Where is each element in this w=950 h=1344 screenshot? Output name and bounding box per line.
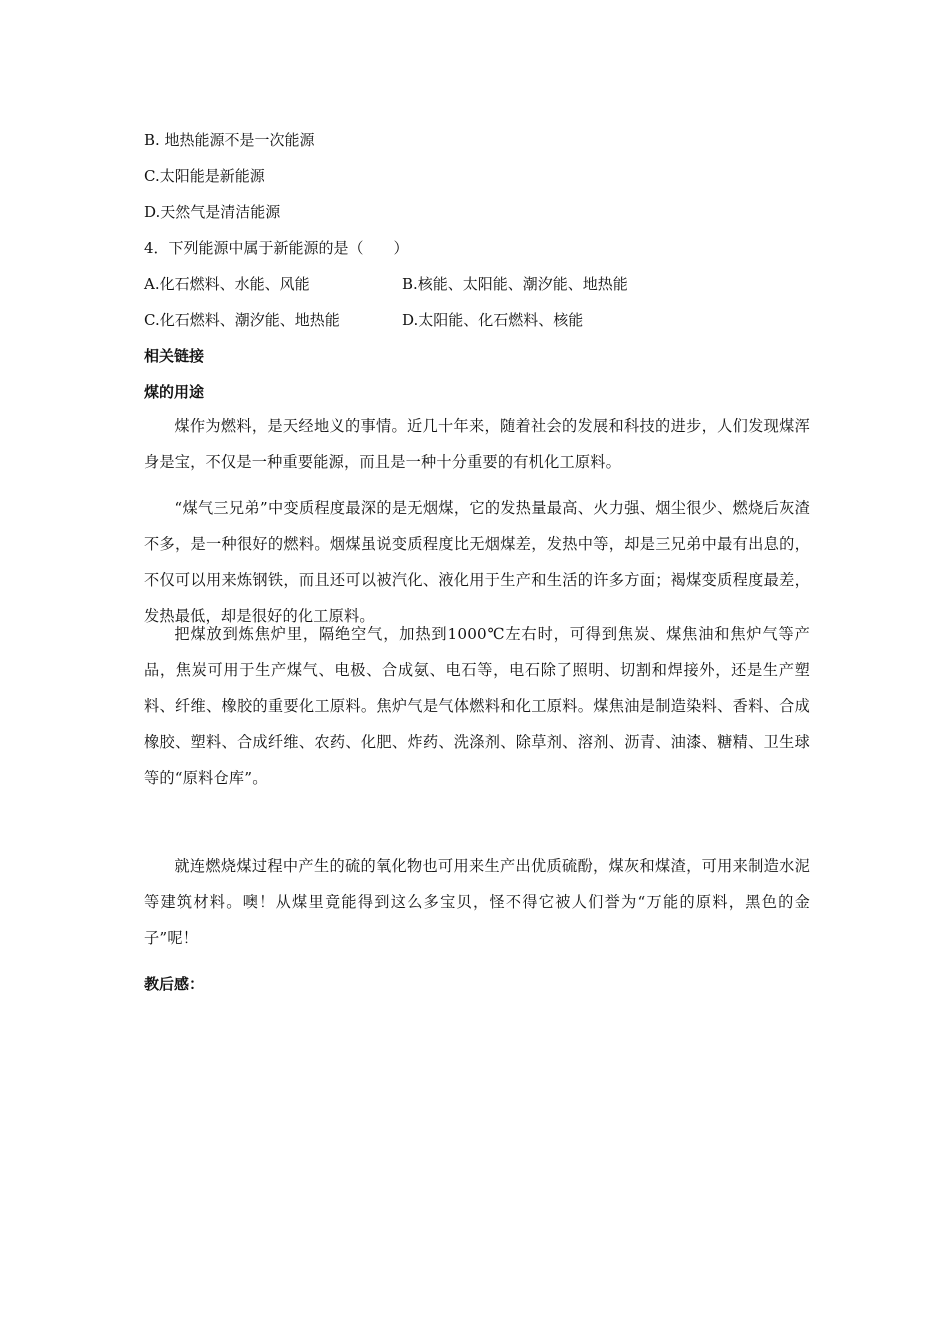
question-4-option-c: C.化石燃料、潮汐能、地热能 (144, 311, 340, 329)
quiz-option-d: D.天然气是清洁能源 (144, 203, 281, 221)
question-4-stem: 4．下列能源中属于新能源的是（ ） (144, 239, 409, 257)
question-4-option-a: A.化石燃料、水能、风能 (144, 275, 310, 293)
paragraph-4: 就连燃烧煤过程中产生的硫的氧化物也可用来生产出优质硫酚，煤灰和煤渣，可用来制造水泥等建筑材料。噢！从煤里竟能得到这么多宝贝，怪不得它被人们誉为“万能的原料，黑色的金子”呢！ (144, 857, 810, 947)
paragraph-2: “煤气三兄弟”中变质程度最深的是无烟煤，它的发热量最高、火力强、烟尘很少、燃烧后灰渣不多，是一种很好的燃料。烟煤虽说变质程度比无烟煤差，发热中等，却是三兄弟中最有出息的，不仅可以用来炼钢铁，而且还可以被汽化、液化用于生产和生活的许多方面；褐煤变质程度最差，发热最低，却是很好的化工原料。 (144, 499, 810, 625)
quiz-option-b: B. 地热能源不是一次能源 (144, 131, 315, 149)
paragraph-3: 把煤放到炼焦炉里，隔绝空气，加热到1000℃左右时，可得到焦炭、煤焦油和焦炉气等产品，焦炭可用于生产煤气、电极、合成氨、电石等，电石除了照明、切割和焊接外，还是生产塑料、纤维、橡胶的重要化工原料。焦炉气是气体燃料和化工原料。煤焦油是制造染料、香料、合成橡胶、塑料、合成纤维、农药、化肥、炸药、洗涤剂、除草剂、溶剂、沥青、油漆、糖精、卫生球等的“原料仓库”。 (144, 625, 810, 787)
question-4-option-b: B.核能、太阳能、潮汐能、地热能 (402, 275, 628, 293)
article-title: 煤的用途 (144, 383, 205, 401)
paragraph-1: 煤作为燃料，是天经地义的事情。近几十年来，随着社会的发展和科技的进步，人们发现煤浑身是宝，不仅是一种重要能源，而且是一种十分重要的有机化工原料。 (144, 417, 810, 471)
question-4-option-d: D.太阳能、化石燃料、核能 (402, 311, 584, 329)
related-links-heading: 相关链接 (144, 347, 205, 365)
quiz-option-c: C.太阳能是新能源 (144, 167, 265, 185)
after-class-heading: 教后感： (144, 975, 205, 993)
